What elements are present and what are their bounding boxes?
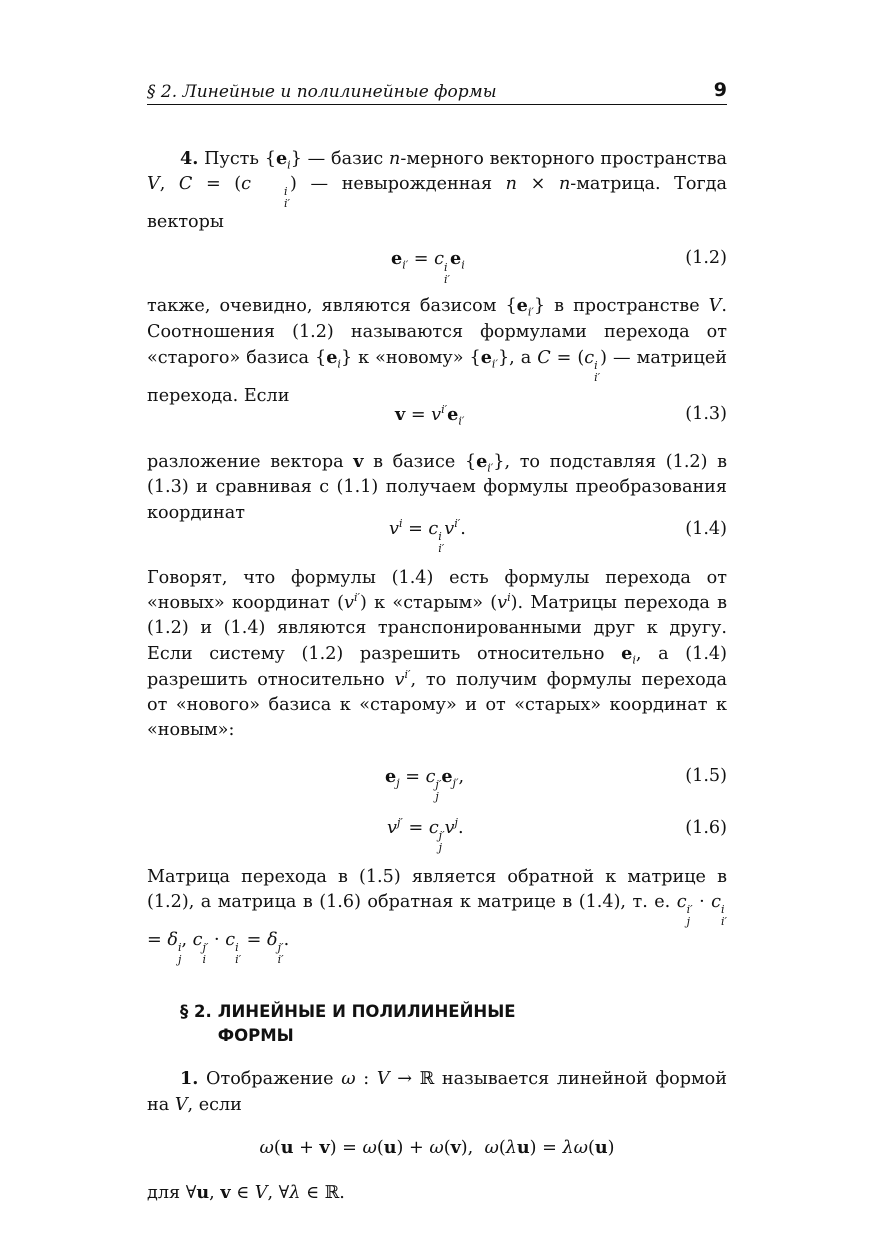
item-number: 4. bbox=[180, 148, 199, 169]
linearity-formula: ω(u + v) = ω(u) + ω(v), ω(λu) = λω(u) bbox=[259, 1136, 615, 1158]
equation-1-4-formula: $v^i = c$ i i′ $v^{i'}$. bbox=[389, 516, 466, 555]
paragraph-inverse-transition: Говорят, что формулы (1.4) есть формулы перехода от «новых» координат $(v^{i'})$ к «старым» $(v^i)$. Матрицы перехода в (1.2) и (1.4) являются транспонированными друг к другу. Если систему (1.2) разрешить относительно $e_i$, а (1.4) разрешить относительно $v^{i'}$, то получим формулы перехода от «нового» базиса к «старому» и от «старых» координат к «новым»: bbox=[147, 567, 727, 740]
equation-tag: (1.3) bbox=[685, 404, 727, 425]
page-header bbox=[147, 80, 727, 105]
paragraph-coordinate-transform: разложение вектора v в базисе $\{e_{i'}\}$, то подставляя (1.2) в (1.3) и сравнивая с (1.1) получаем формулы преобразования координат bbox=[147, 451, 728, 523]
equation-tag: (1.4) bbox=[685, 518, 727, 539]
equation-1-2-formula: $e_{i'} = c$ i i′ $e_i$ bbox=[391, 248, 465, 286]
paragraph-transition-formulas: также, очевидно, являются базисом $\{e_{i'}\}$ в пространстве V. Соотношения (1.2) называются формулами перехода от «старого» базиса $\{e_i\}$ к «новому» $\{e_{i'}\}$, а C = (c i i′ ) — матрицей перехода. Если bbox=[147, 295, 727, 406]
paragraph-quantifiers: для ∀u, v ∈ V, ∀λ ∈ ℝ. bbox=[147, 1181, 345, 1203]
equation-1-3-formula: $v = v^{i'}e_{i'}$ bbox=[395, 403, 465, 428]
section-sign: § 2. bbox=[180, 1002, 212, 1022]
page-number: 9 bbox=[713, 79, 727, 101]
equation-tag: (1.2) bbox=[685, 248, 727, 269]
equation-tag: (1.6) bbox=[685, 818, 727, 839]
equation-1-5-formula: $e_j = c$ j′ j $e_{j'}$, bbox=[385, 766, 465, 804]
equation-1-5 bbox=[147, 759, 727, 805]
running-title: § 2. Линейные и полилинейные формы bbox=[147, 82, 497, 102]
section-heading bbox=[147, 1000, 727, 1048]
paragraph-basis-change: 4. Пусть $\{e_i\}$ — базис n-мерного векторного пространства V, C = (c i i′ ) — невырожденная n × n-матрица. Тогда векторы bbox=[147, 148, 728, 233]
paragraph-linear-form: 1. Отображение ω : V → ℝ называется линейной формой на V, если bbox=[147, 1068, 727, 1115]
matrix-c-def: C bbox=[178, 174, 193, 195]
page-body bbox=[147, 146, 727, 1206]
equation-tag: (1.5) bbox=[685, 766, 727, 787]
equation-1-2 bbox=[147, 241, 727, 286]
paragraph-inverse-matrix: Матрица перехода в (1.5) является обратной к матрице в (1.2), а матрица в (1.6) обратная к матрице в (1.4), т. е. c i′ j · c i i′ = δ i j , c j′ i · c i i′ = δ j′ i′ . bbox=[147, 867, 727, 967]
equation-1-6-formula: $v^{j'} = c$ j′ j $v^j$. bbox=[387, 816, 464, 855]
equation-1-3 bbox=[147, 397, 727, 435]
section-title: ЛИНЕЙНЫЕ И ПОЛИЛИНЕЙНЫЕ ФОРМЫ bbox=[217, 1002, 516, 1046]
equation-1-4 bbox=[147, 512, 727, 555]
equation-1-6 bbox=[147, 811, 727, 857]
item-number: 1. bbox=[180, 1068, 199, 1090]
